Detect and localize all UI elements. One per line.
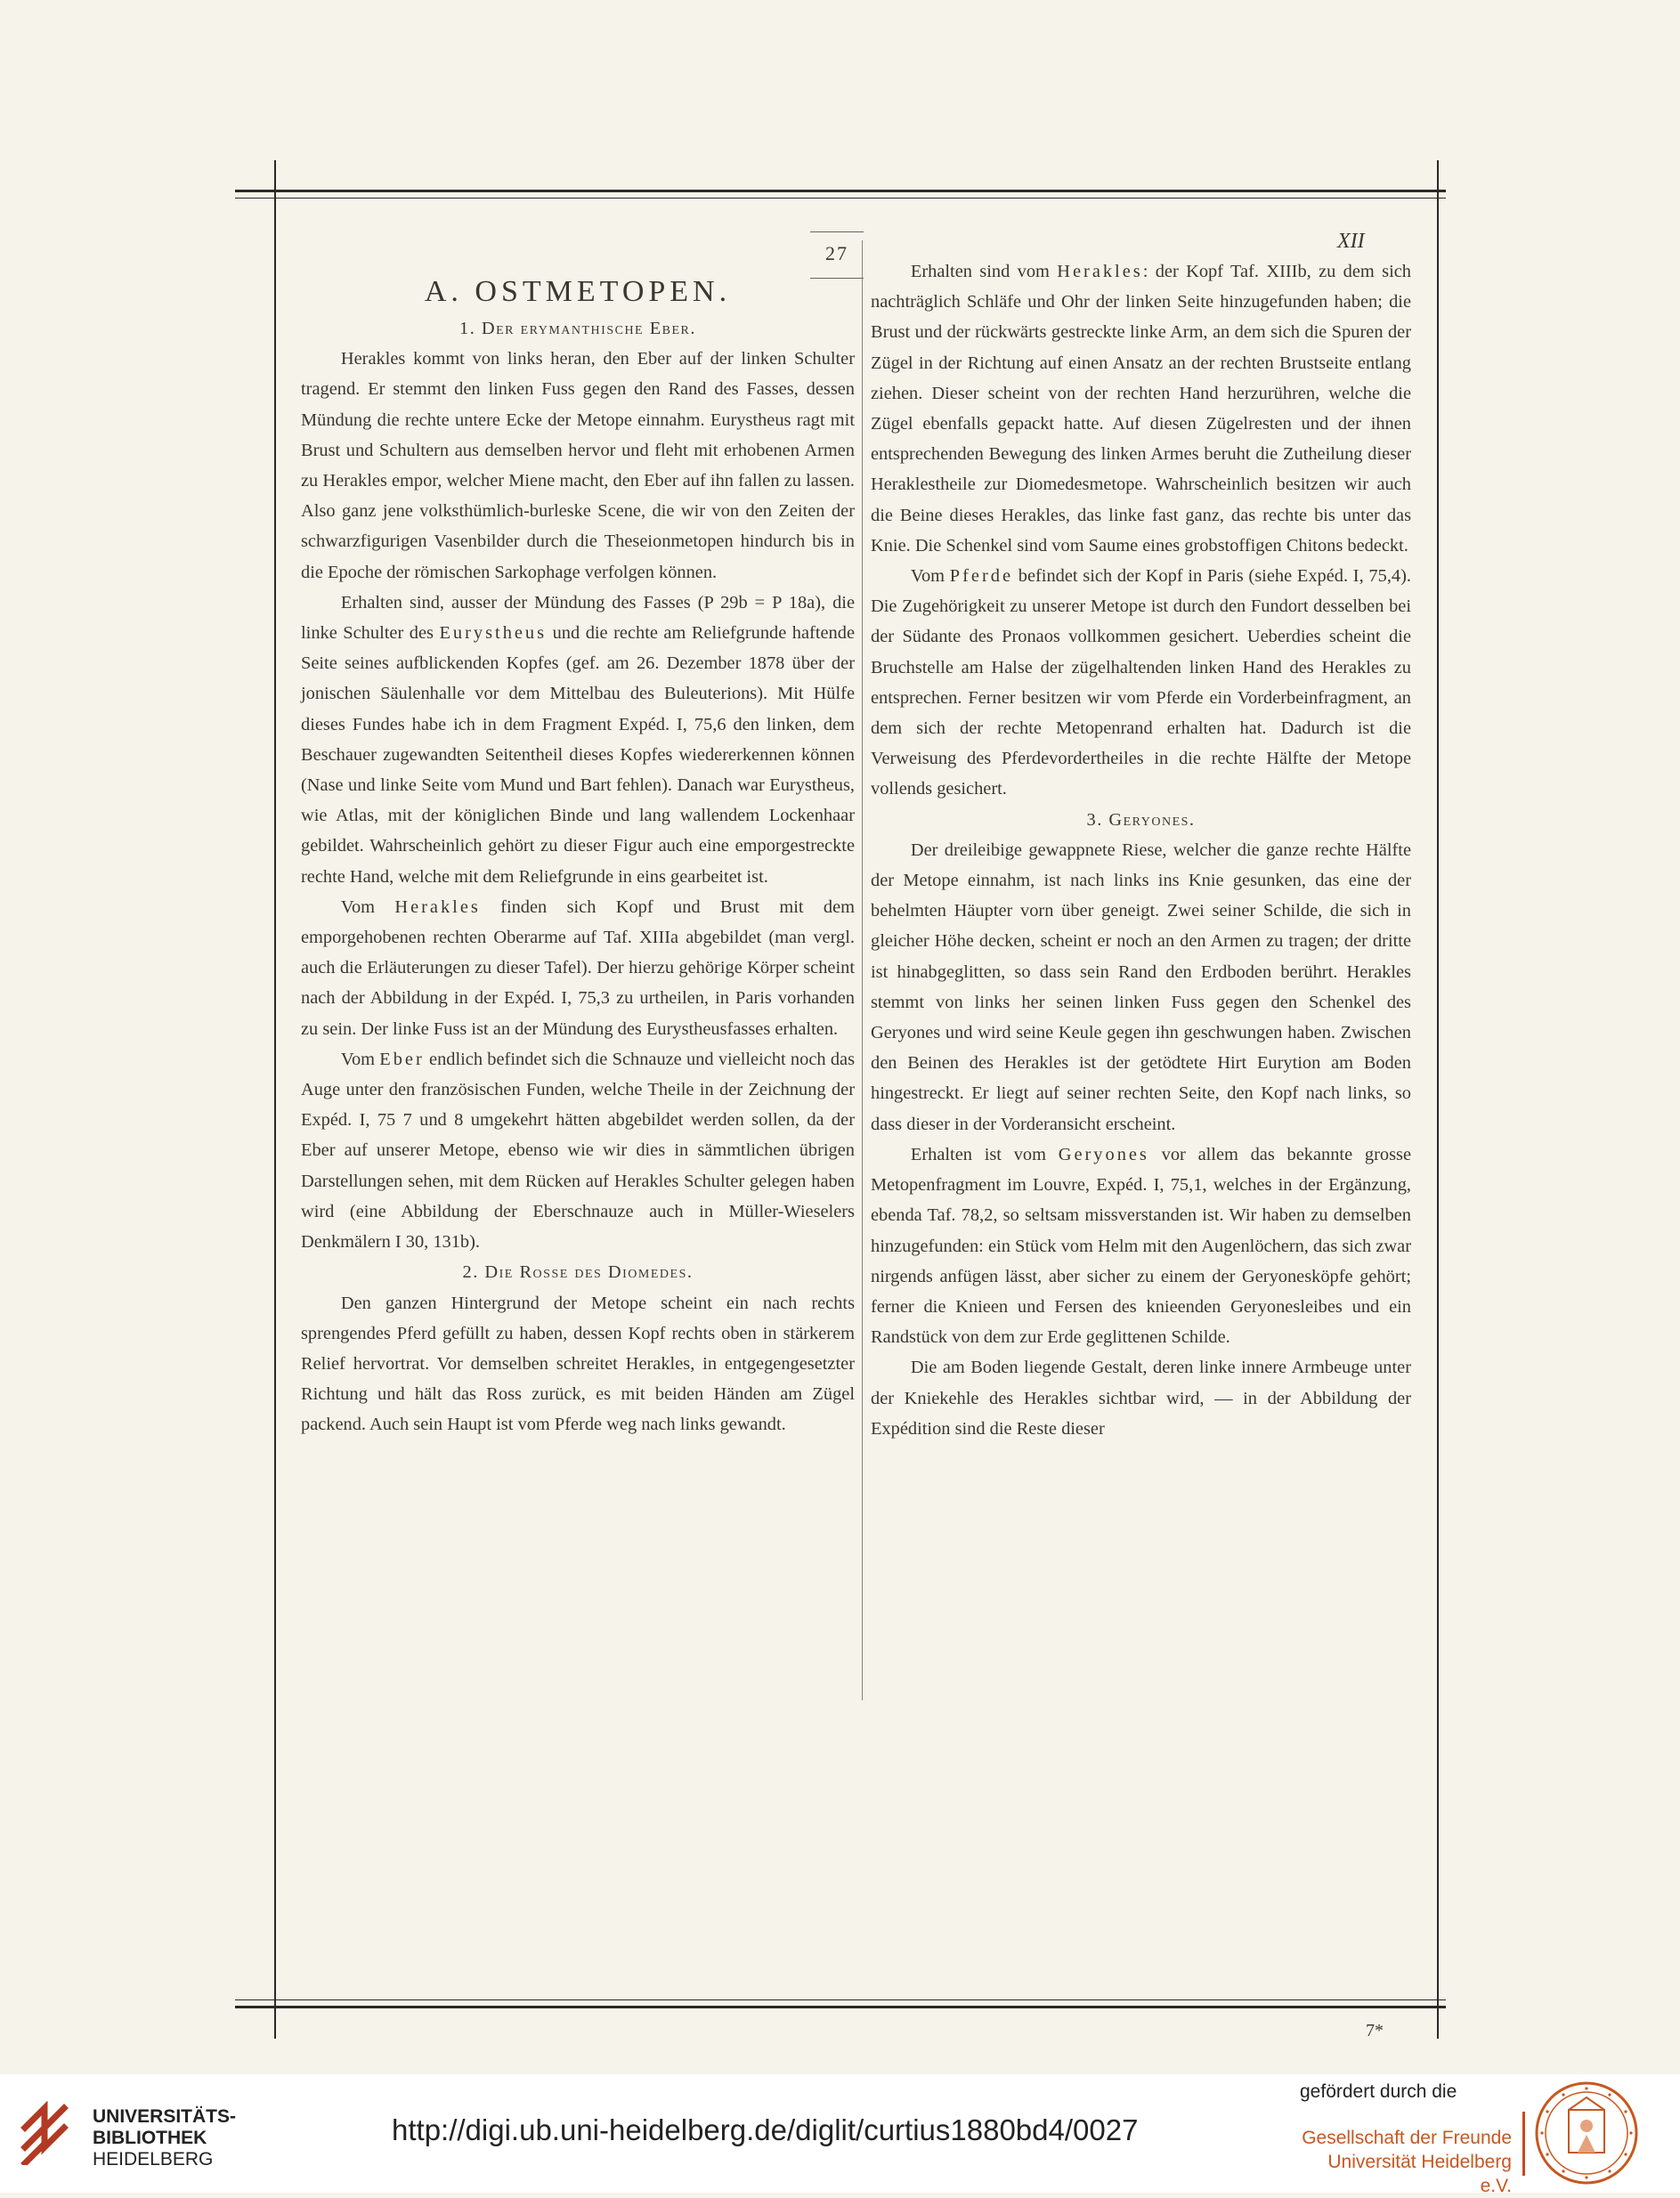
subsection-title-geryones: 3. Geryones. — [1086, 809, 1196, 830]
spaced-name: Eber — [379, 1049, 425, 1069]
subsection-title-eber: 1. Der erymanthische Eber. — [459, 319, 696, 338]
text-run: und die rechte am Reliefgrunde haftende Seite seines aufblickenden Kopfes (gef. am 26. Dezember 1878 über der jonischen Säulenhalle vor dem Mittelbau des Buleuterions). Mit Hülfe dieses Fundes habe ich in dem Fragment Expéd. I, 75,6 den linken, dem Beschauer zugewandten Seitentheil dieses Kopfes wiedererkennen können (Nase und linke Seite vom Mund und Bart fehlen). Danach war Eurystheus, wie Atlas, mit der königlichen Binde und lang wallendem Lockenhaar gebildet. Wahrscheinlich gehört zu dieser Figur auch eine emporgestreckte rechte Hand, welche mit dem Reliefgrunde in eins gearbeitet ist. — [301, 623, 855, 887]
left-column — [301, 258, 855, 1440]
footer-bar — [0, 2074, 1680, 2196]
text-run: Vom — [910, 566, 950, 587]
paragraph — [871, 1140, 1411, 1352]
section-heading: A. OSTMETOPEN. — [424, 275, 732, 308]
paragraph: Die am Boden liegende Gestalt, deren linke innere Armbeuge unter der Kniekehle des Herakles sichtbar wird, — in der Abbildung der Expédition sind die Reste dieser — [871, 1358, 1411, 1439]
text-run: finden sich Kopf und Brust mit dem emporgehobenen rechten Oberarme auf Taf. XIIIa abgebildet (man vergl. auch die Erläuterungen zu dieser Tafel). Der hierzu gehörige Körper scheint nach der Abbildung in der Expéd. I, 75,3 zu urtheilen, in Paris vorhanden zu sein. Der linke Fuss ist an der Mündung des Eurystheusfasses erhalten. — [301, 896, 855, 1039]
margin-note: XII — [1337, 230, 1365, 253]
library-logo-icon — [18, 2101, 80, 2165]
paragraph — [871, 256, 1411, 561]
library-name-line: HEIDELBERG — [93, 2149, 214, 2170]
subsection-title-diomedes: 2. Die Rosse des Diomedes. — [462, 1262, 694, 1283]
spaced-name: Herakles — [394, 896, 481, 917]
spaced-name: Geryones — [1058, 1144, 1149, 1164]
library-name — [93, 2106, 236, 2170]
right-frame-rule — [1437, 160, 1439, 2039]
signature-mark: 7* — [1366, 2021, 1384, 2040]
text-run: befindet sich der Kopf in Paris (siehe Expéd. I, 75,4). Die Zugehörigkeit zu unserer Metope ist durch den Fundort desselben bei der Südante des Pronaos vollkommen gesichert. Ueberdies scheint die Bruchstelle am Halse der zügelhaltenden linken Hand des Herakles zu entsprechen. Ferner besitzen wir vom Pferde ein Vorderbeinfragment, an dem sich der rechte Metopenrand erhalten hat. Dadurch ist die Verweisung des Pferdevordertheiles in die rechte Hälfte der Metope vollends gesichert. — [871, 566, 1411, 799]
text-run: : der Kopf Taf. XIIIb, zu dem sich nachträglich Schläfe und Ohr der linken Seite hinzugefunden haben; die Brust und der rückwärts gestreckte linke Arm, an dem sich die Spuren der Zügel in der Richtung auf einen Ansatz an der rechten Brustseite entlang ziehen. Dieser scheint von der rechten Hand herzurühren, welche die Zügel ebenfalls gepackt hatte. Auf diesen Zügelresten und der ihnen entsprechenden Bewegung des linken Armes beruht die Zutheilung dieser Heraklestheile zur Diomedesmetope. Wahrscheinlich besitzen wir auch die Beine dieses Herakles, das linke fast ganz, das rechte bis unter das Knie. Die Schenkel sind vom Saume eines grobstoffigen Chitons bedeckt. — [871, 262, 1411, 556]
right-column — [871, 256, 1411, 1444]
permalink-url[interactable]: http://digi.ub.uni-heidelberg.de/diglit/curtius1880bd4/0027 — [392, 2113, 1139, 2146]
top-frame-rule-thin — [235, 198, 1446, 199]
library-name-line: UNIVERSITÄTS- — [93, 2106, 237, 2127]
paragraph: Herakles kommt von links heran, den Eber auf der linken Schulter tragend. Er stemmt den linken Fuss gegen den Rand des Fasses, dessen Mündung die rechte untere Ecke der Metope einnahm. Eurystheus ragt mit Brust und Schultern aus demselben hervor und fleht mit erhobenen Armen zu Herakles empor, welcher Miene macht, den Eber auf ihn fallen zu lassen. Also ganz jene volksthümlich-burleske Scene, die wir von den Zeiten der schwarzfigurigen Vasenbilder durch die Theseionmetopen hindurch bis in die Epoche der römischen Sarkophage verfolgen können. — [301, 349, 855, 582]
university-seal-icon — [1533, 2080, 1640, 2186]
sponsor-name-line: Universität Heidelberg e.V. — [1327, 2152, 1512, 2196]
text-run: endlich befindet sich die Schnauze und vielleicht noch das Auge unter den französischen Funden, welche Theile in der Zeichnung der Expéd. I, 75 7 und 8 umgekehrt hätten abgebildet werden sollen, da der Eber auf unserer Metope, ebenso wie wir dies in sämmtlichen übrigen Darstellungen sehen, mit dem Rücken auf Herakles Schulter gelegen haben wird (eine Abbildung der Eberschnauze auch in Müller-Wieselers Denkmälern I 30, 131b). — [301, 1049, 856, 1253]
spaced-name: Pferde — [949, 566, 1013, 587]
paragraph: Der dreileibige gewappnete Riese, welcher die ganze rechte Hälfte der Metope einnahm, ist nach links ins Knie gesunken, das eine der behelmten Häupter vorn über geneigt. Zwei seiner Schilde, die sich in gleicher Höhe decken, scheint er noch an den Armen zu tragen; der dritte ist hinabgeglitten, so dass sein Rand den Erdboden berührt. Herakles stemmt von links her seinen linken Fuss gegen den Schenkel des Geryones und wird seine Keule gegen ihn geschwungen haben. Zwischen den Beinen des Herakles ist der getödtete Hirt Eurytion am Boden hingestreckt. Er liegt auf seiner rechten Seite, den Kopf nach links, so dass dieser in der Vorderansicht erscheint. — [871, 839, 1411, 1134]
paragraph — [871, 561, 1411, 805]
text-run: Vom — [340, 1049, 380, 1069]
bottom-frame-rule — [235, 1999, 1446, 2000]
sponsor-name-line: Gesellschaft der Freunde — [1302, 2128, 1512, 2148]
paragraph — [301, 1044, 855, 1257]
sponsor-intro: gefördert durch die — [1300, 2081, 1457, 2102]
text-run: Erhalten ist vom — [910, 1144, 1059, 1164]
page-number: 27 — [792, 219, 881, 288]
text-run: Erhalten sind, ausser der Mündung des Fasses (P 29b = P 18a), die linke Schulter des — [301, 592, 855, 644]
paragraph: Den ganzen Hintergrund der Metope scheint ein nach rechts sprengendes Pferd gefüllt zu haben, dessen Kopf rechts oben in stärkerem Relief hervortrat. Vor demselben schreitet Herakles, in entgegengesetzter Richtung und hält das Ross zurück, es mit beiden Händen am Zügel packend. Auch sein Haupt ist vom Pferde weg nach links gewandt. — [301, 1293, 855, 1435]
paragraph — [301, 892, 855, 1044]
text-run: Vom — [340, 896, 395, 917]
bottom-frame-rule-thick — [235, 2006, 1446, 2008]
text-run: vor allem das bekannte grosse Metopenfragment im Louvre, Expéd. I, 75,1, welches in der Ergänzung, ebenda Taf. 78,2, so seltsam missverstanden ist. Wir haben zu demselben hinzugefunden: ein Stück vom Helm mit den Augenlöchern, das sich zwar nirgends anfügen lässt, aber sicher zu einem der Geryonesköpfe gehört; ferner die Knieen und Fersen des knieenden Geryonesleibes und ein Randstück von dem zur Erde geglittenen Schilde. — [871, 1144, 1411, 1348]
left-frame-rule — [274, 160, 276, 2039]
sponsor-divider — [1522, 2112, 1525, 2176]
spaced-name: Herakles — [1057, 262, 1143, 281]
library-name-line: BIBLIOTHEK — [93, 2128, 207, 2148]
sponsor-name — [1302, 2126, 1512, 2198]
text-run: Erhalten sind vom — [910, 262, 1058, 281]
top-frame-rule — [235, 190, 1446, 192]
spaced-name: Eurystheus — [439, 623, 548, 644]
paragraph — [301, 588, 855, 892]
column-divider — [862, 240, 863, 1700]
